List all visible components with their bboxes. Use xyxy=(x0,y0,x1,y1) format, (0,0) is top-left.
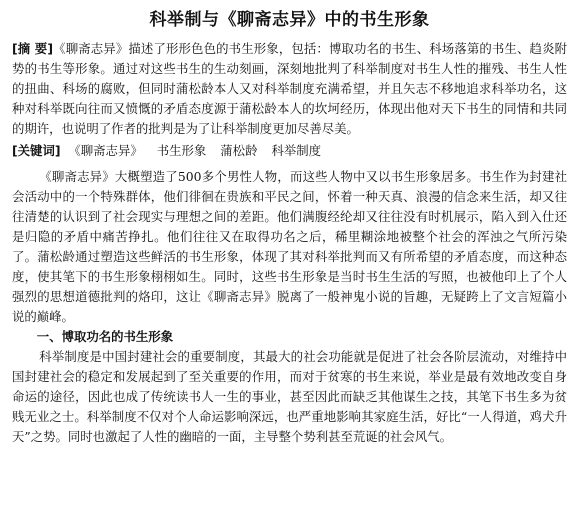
keyword-item: 书生形象 xyxy=(156,143,207,158)
abstract-tag: [摘 要] xyxy=(12,41,54,56)
abstract-text: 《聊斋志异》描述了形形色色的书生形象，包括：博取功名的书生、科场落第的书生、趋炎附势的书生等形象。通过对这些书生的生动刻画，深刻地批判了科举制度对书生人性的摧残、书生人性的扭曲、科场的腐败，但同时蒲松龄本人又对科举制度充满希望，并且矢志不移地追求科举功名，这种对科举既向往而又愤慨的矛盾态度源于蒲松龄本人的坎坷经历，体现出他对天下书生的同情和共同的期许，也说明了作者的批判是为了让科举制度更加尽善尽美。 xyxy=(12,41,568,136)
keyword-item: 蒲松龄 xyxy=(220,143,258,158)
keywords xyxy=(12,141,567,161)
keywords-tag: [关键词] xyxy=(12,143,61,158)
intro-paragraph: 《聊斋志异》大概塑造了500多个男性人物，而这些人物中又以书生形象居多。书生作为封建社会活动中的一个特殊群体，他们徘徊在贵族和平民之间，怀着一种天真、浪漫的信念来生活，却又往往清楚的认识到了社会现实与理想之间的差距。他们满腹经纶却又往往没有时机展示，陷入到入仕还是归隐的矛盾中痛苦挣扎。他们往往又在取得功名之后，稀里糊涂地被整个社会的浑浊之气所污染了。蒲松龄通过塑造这些鲜活的书生形象，体现了其对科举批判而又有所希望的矛盾态度，而这种态度，使其笔下的书生形象栩栩如生。同时，这些书生形象是当时书生生活的写照，也被他印上了个人强烈的思想道德批判的烙印，这让《聊斋志异》脱离了一般神鬼小说的旨趣，无疑跨上了文言短篇小说的巅峰。 xyxy=(12,169,567,324)
keyword-item: 《聊斋志异》 xyxy=(68,143,143,158)
abstract xyxy=(12,39,567,139)
section-heading: 一、博取功名的书生形象 xyxy=(36,329,174,344)
section-paragraph: 科举制度是中国封建社会的重要制度，其最大的社会功能就是促进了社会各阶层流动，对维持中国封建社会的稳定和发展起到了至关重要的作用，而对于贫寒的书生来说，举业是最有效地改变自身命运的途径，因此也成了传统读书人一生的事业，甚至因此而缺乏其他谋生之技，其笔下书生多为贫贱无业之士。科举制度不仅对个人命运影响深远，也严重地影响其家庭生活，好比“一人得道，鸡犬升天”之势。同时也激起了人性的幽暗的一面，主导整个势利甚至荒诞的社会风气。 xyxy=(12,349,567,444)
keyword-item: 科举制度 xyxy=(271,143,322,158)
document-title: 科举制与《聊斋志异》中的书生形象 xyxy=(149,10,430,30)
